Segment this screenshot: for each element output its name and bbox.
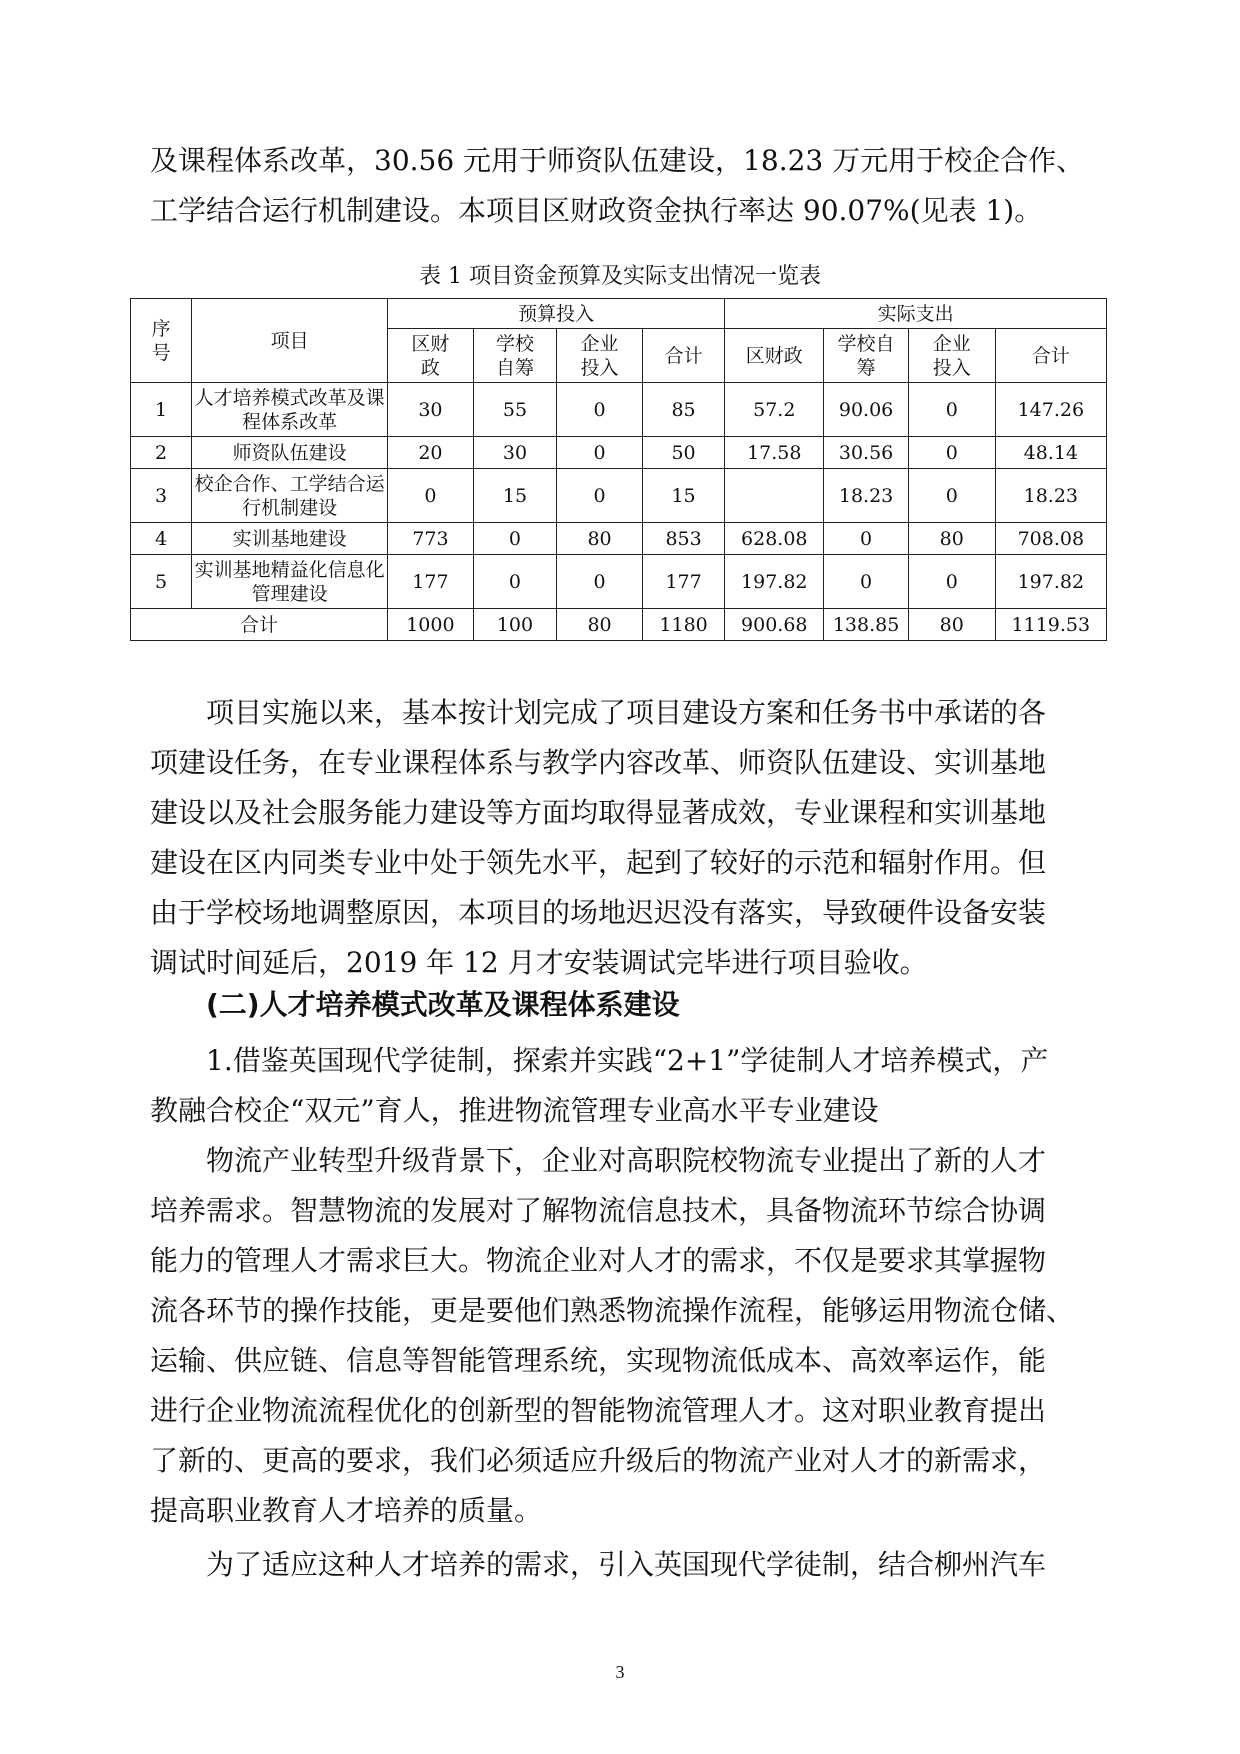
- text-line: 教融合校企“双元”育人，推进物流管理专业高水平专业建设: [150, 1094, 879, 1127]
- cell-value: 15: [473, 469, 556, 523]
- cell-value: 18.23: [824, 469, 909, 523]
- cell-value: 628.08: [725, 523, 824, 555]
- cell-value: 85: [642, 383, 724, 437]
- cell-item: 实训基地精益化信息化管理建设: [192, 555, 388, 609]
- cell-value: 1119.53: [995, 609, 1106, 641]
- cell-seq: 5: [131, 555, 192, 609]
- cell-value: 0: [908, 383, 995, 437]
- header-budget-school: 学校自筹: [473, 329, 556, 383]
- text-line: 1.借鉴英国现代学徒制，探索并实践“2+1”学徒制人才培养模式，产: [206, 1044, 1049, 1077]
- cell-seq: 1: [131, 383, 192, 437]
- cell-value: 30: [388, 383, 474, 437]
- cell-seq: 4: [131, 523, 192, 555]
- page-number: 3: [615, 1662, 625, 1682]
- funding-table: [130, 298, 1107, 641]
- cell-value: 853: [642, 523, 724, 555]
- cell-value: 0: [908, 437, 995, 469]
- text-line: 流各环节的操作技能，更是要他们熟悉物流操作流程，能够运用物流仓储、: [150, 1294, 1075, 1327]
- header-budget-group: 预算投入: [388, 299, 725, 329]
- header-budget-total: 合计: [642, 329, 724, 383]
- text-line: 项建设任务，在专业课程体系与教学内容改革、师资队伍建设、实训基地: [150, 746, 1047, 779]
- cell-value: 30: [473, 437, 556, 469]
- table-row: [131, 523, 1107, 555]
- text-line: 为了适应这种人才培养的需求，引入英国现代学徒制，结合柳州汽车: [206, 1548, 1047, 1581]
- header-budget-district: 区财政: [388, 329, 474, 383]
- cell-value: 900.68: [725, 609, 824, 641]
- table-caption: 表 1 项目资金预算及实际支出情况一览表: [419, 264, 821, 289]
- cell-value: 197.82: [725, 555, 824, 609]
- paragraph-implementation: [150, 688, 1095, 988]
- cell-value: 100: [473, 609, 556, 641]
- cell-value: 0: [557, 469, 643, 523]
- section-heading: (二)人才培养模式改革及课程体系建设: [206, 988, 680, 1021]
- header-seq: 序号: [131, 299, 192, 383]
- text-line: 工学结合运行机制建设。本项目区财政资金执行率达 90.07%(见表 1)。: [150, 194, 1043, 227]
- cell-total-label: 合计: [131, 609, 388, 641]
- cell-item: 人才培养模式改革及课程体系改革: [192, 383, 388, 437]
- cell-value: 1180: [642, 609, 724, 641]
- cell-value: 177: [388, 555, 474, 609]
- cell-value: 48.14: [995, 437, 1106, 469]
- table-row: [131, 437, 1107, 469]
- table-row: [131, 383, 1107, 437]
- paragraph-subheading: [150, 1036, 1095, 1136]
- cell-value: 90.06: [824, 383, 909, 437]
- cell-value: 0: [557, 555, 643, 609]
- header-actual-group: 实际支出: [725, 299, 1107, 329]
- table-row: [131, 469, 1107, 523]
- cell-value: 1000: [388, 609, 474, 641]
- cell-value: 0: [557, 383, 643, 437]
- text-line: 能力的管理人才需求巨大。物流企业对人才的需求，不仅是要求其掌握物: [150, 1244, 1047, 1277]
- cell-value: 177: [642, 555, 724, 609]
- table-row: [131, 555, 1107, 609]
- cell-value: 197.82: [995, 555, 1106, 609]
- cell-value: 30.56: [824, 437, 909, 469]
- text-line: 物流产业转型升级背景下，企业对高职院校物流专业提出了新的人才: [206, 1144, 1047, 1177]
- cell-value: 50: [642, 437, 724, 469]
- header-actual-enterprise: 企业投入: [908, 329, 995, 383]
- cell-value: 773: [388, 523, 474, 555]
- cell-seq: 2: [131, 437, 192, 469]
- cell-value: 80: [908, 609, 995, 641]
- cell-value: [725, 469, 824, 523]
- header-actual-district: 区财政: [725, 329, 824, 383]
- cell-item: 师资队伍建设: [192, 437, 388, 469]
- cell-value: 0: [824, 523, 909, 555]
- cell-value: 80: [557, 523, 643, 555]
- text-line: 了新的、更高的要求，我们必须适应升级后的物流产业对人才的新需求，: [150, 1444, 1047, 1477]
- cell-value: 0: [557, 437, 643, 469]
- paragraph-adaptation: [150, 1540, 1095, 1590]
- table-header-row: [131, 299, 1107, 329]
- cell-value: 147.26: [995, 383, 1106, 437]
- cell-value: 0: [473, 555, 556, 609]
- cell-value: 15: [642, 469, 724, 523]
- cell-value: 0: [824, 555, 909, 609]
- text-line: 运输、供应链、信息等智能管理系统，实现物流低成本、高效率运作，能: [150, 1344, 1047, 1377]
- cell-value: 18.23: [995, 469, 1106, 523]
- header-actual-school: 学校自筹: [824, 329, 909, 383]
- cell-value: 0: [473, 523, 556, 555]
- text-line: 进行企业物流流程优化的创新型的智能物流管理人才。这对职业教育提出: [150, 1394, 1047, 1427]
- header-item: 项目: [192, 299, 388, 383]
- header-actual-total: 合计: [995, 329, 1106, 383]
- cell-value: 17.58: [725, 437, 824, 469]
- cell-value: 80: [908, 523, 995, 555]
- paragraph-logistics: [150, 1136, 1095, 1536]
- intro-paragraph: [150, 136, 1095, 236]
- table-total-row: [131, 609, 1107, 641]
- text-line: 调试时间延后，2019 年 12 月才安装调试完毕进行项目验收。: [150, 946, 928, 979]
- cell-item: 校企合作、工学结合运行机制建设: [192, 469, 388, 523]
- cell-value: 708.08: [995, 523, 1106, 555]
- text-line: 及课程体系改革，30.56 元用于师资队伍建设，18.23 万元用于校企合作、: [150, 144, 1085, 177]
- cell-value: 0: [388, 469, 474, 523]
- text-line: 提高职业教育人才培养的质量。: [150, 1494, 543, 1527]
- cell-seq: 3: [131, 469, 192, 523]
- cell-value: 138.85: [824, 609, 909, 641]
- cell-item: 实训基地建设: [192, 523, 388, 555]
- header-budget-enterprise: 企业投入: [557, 329, 643, 383]
- text-line: 建设以及社会服务能力建设等方面均取得显著成效，专业课程和实训基地: [150, 796, 1047, 829]
- cell-value: 57.2: [725, 383, 824, 437]
- cell-value: 55: [473, 383, 556, 437]
- text-line: 建设在区内同类专业中处于领先水平，起到了较好的示范和辐射作用。但: [150, 846, 1047, 879]
- text-line: 由于学校场地调整原因，本项目的场地迟迟没有落实，导致硬件设备安装: [150, 896, 1047, 929]
- text-line: 项目实施以来，基本按计划完成了项目建设方案和任务书中承诺的各: [206, 696, 1047, 729]
- cell-value: 0: [908, 555, 995, 609]
- cell-value: 0: [908, 469, 995, 523]
- cell-value: 80: [557, 609, 643, 641]
- cell-value: 20: [388, 437, 474, 469]
- text-line: 培养需求。智慧物流的发展对了解物流信息技术，具备物流环节综合协调: [150, 1194, 1047, 1227]
